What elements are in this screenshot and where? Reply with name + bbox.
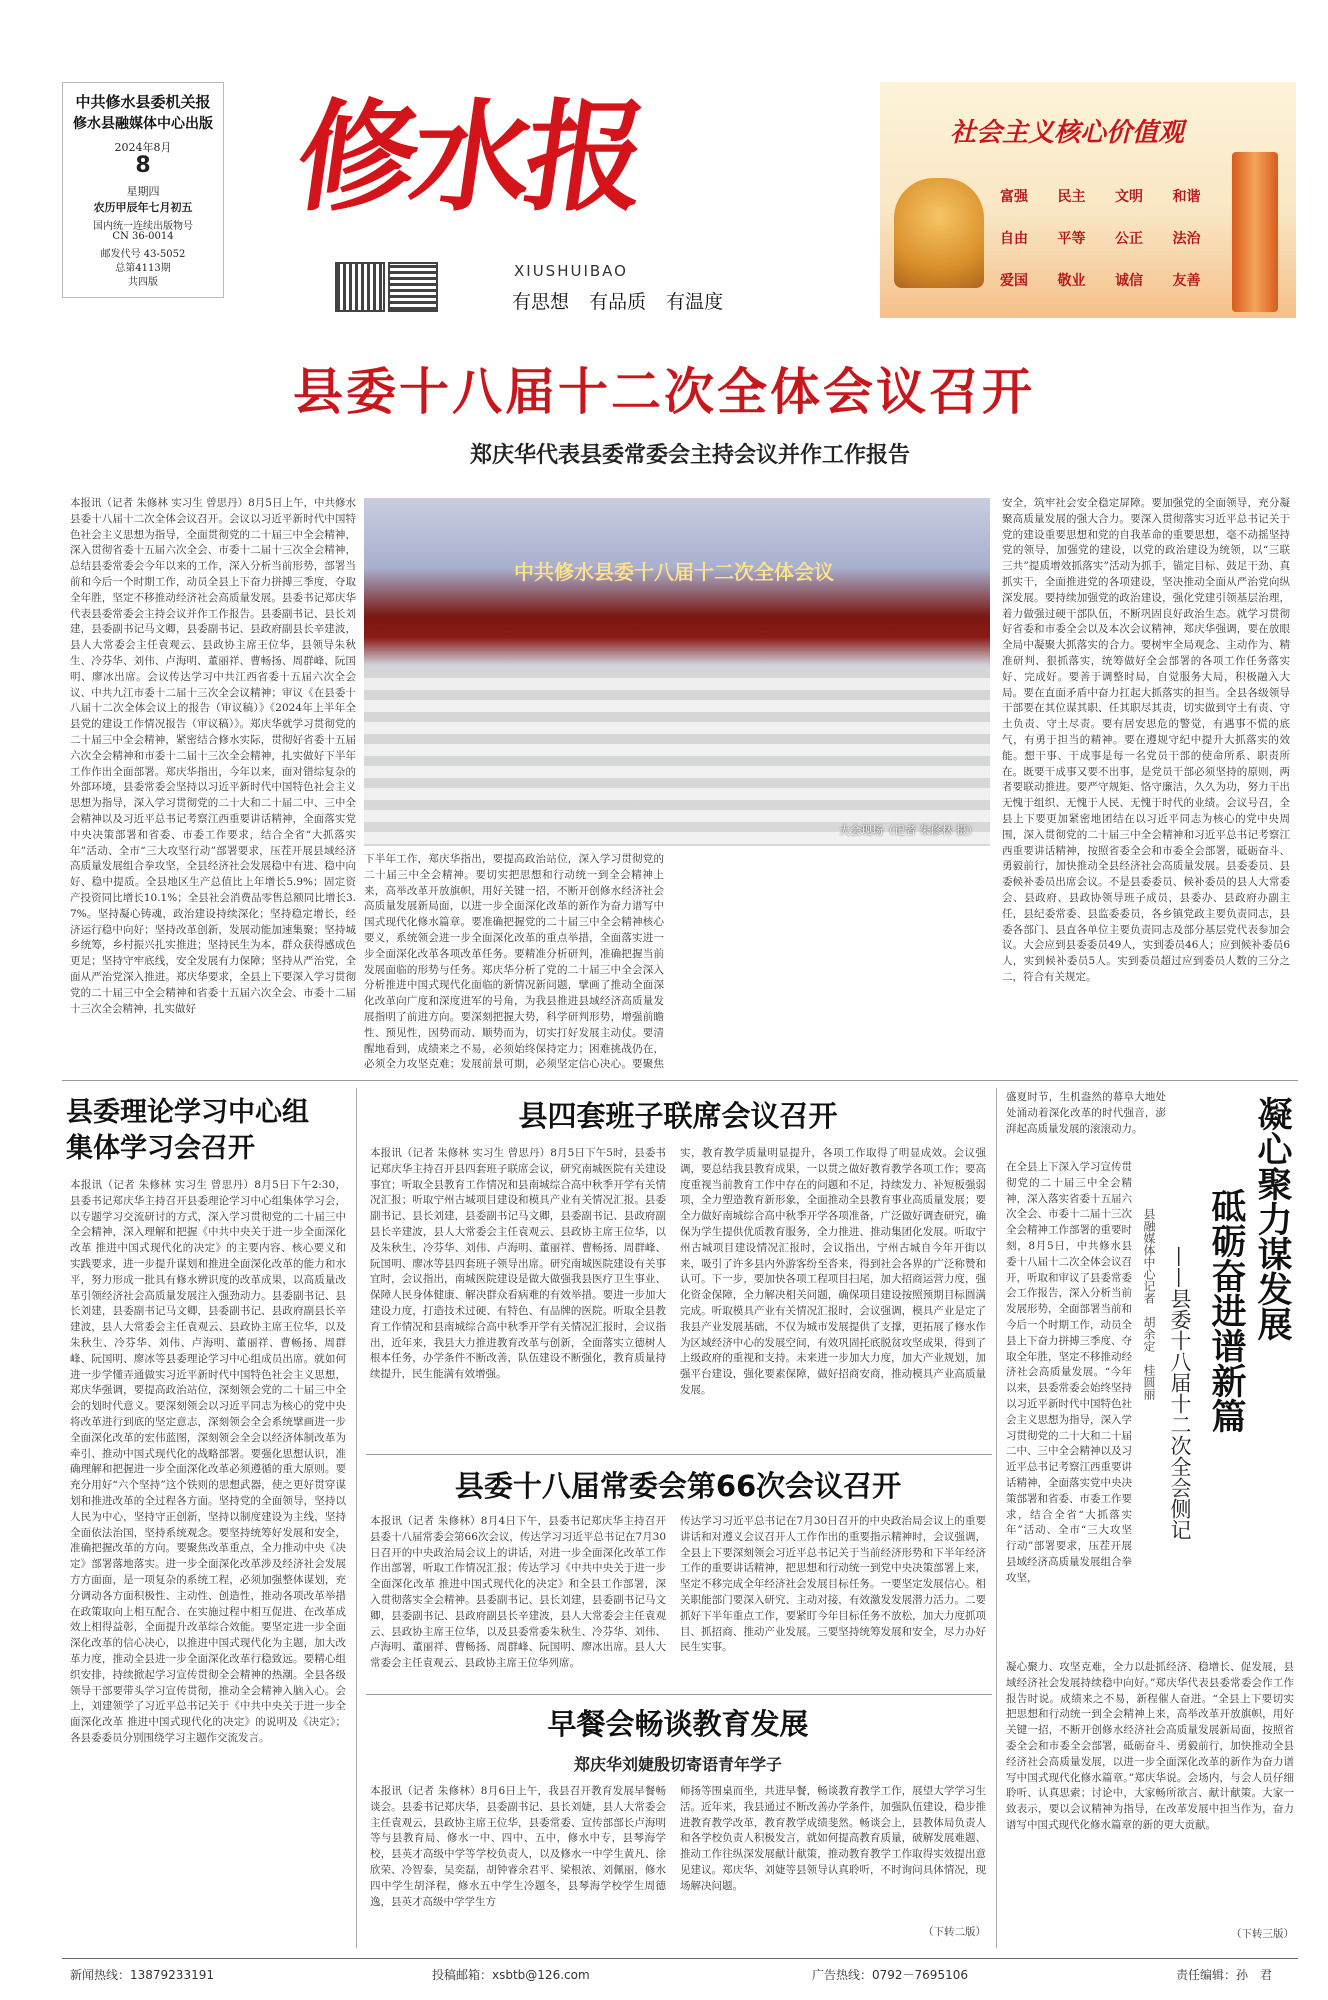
m66-col-2: 传达学习习近平总书记在7月30日召开的中央政治局会议上的重要讲话和对遵义会议召开人工作作出的重要指示精神时，会议强调，全县上下要深刻领会习近平总书记关于当前经济形势和下半年经济工作的重要讲话精神，把思想和行动统一到党中央决策部署上来，坚定不移完成全年经济社会发展目标任务。一要坚定发展信心。相关职能部门要深入研究、主动对接，有效激发发展潜力活力。二要抓好下半年重点工作，要紧盯今年目标任务不放松，加大力度抓项目、抓招商、推动产业发展。三要坚持统筹发展和安全，尽力办好民生实事。 bbox=[680, 1515, 986, 1654]
value-6: 平等 bbox=[1057, 231, 1086, 247]
lead-col-3: 安全，筑牢社会安全稳定屏障。要加强党的全面领导，充分凝聚高质量发展的强大合力。要深入贯彻落实习近平总书记关于党的建设重要思想和党的自我革命的重要思想，毫不动摇坚持党的领导，加强党的建设，以党的政治建设为统领，以“三联三共”提质增效抓落实”活动为抓手，锚定目标、鼓足干劲、真抓实干，全面推进党的各项建设，坚决推动全面从严治党向纵深发展。要持续加强党的政治建设，强化党建引领基层治理，着力做强过硬干部队伍，不断巩固良好政治生态。就学习贯彻好省委和市委全会以及本次会议精神，郑庆华强调，要在放眼全局中凝聚大抓落实的合力。要树牢全局观念、主动作为、精准研判、狠抓落实，统筹做好全会部署的各项工作任务落实好、完成好。要善于调整时局，自觉服务大局，积极融入大局。要在直面矛盾中奋力扛起大抓落实的担当。全县各级领导干部要在其位谋其职、任其职尽其责，切实做到守土有责、守土负责、守土尽责。要有居安思危的警觉，有遇事不慌的底气，有勇于担当的精神。要在遵规守纪中提升大抓落实的效能。想干事、干成事是每一名党员干部的使命所系、职责所在。既要干成事又要不出事，是党员干部必须坚持的原则，两者要联动推进。要严守规矩、恪守廉洁，久久为功，努力干出无愧于组织、无愧于人民、无愧于时代的业绩。会议号召，全县上下要更加紧密地团结在以习近平同志为核心的党中央周围，深入贯彻党的二十届三中全会精神和习近平总书记考察江西重要讲话精神，按照省委全会和市委全会部署，砥砺奋斗、勇毅前行，加快推动全县经济社会高质量发展。县委委员、县委候补委员出席会议。不是县委委员、候补委员的县人大常委会、县政府、县政协领导班子成员，县委办、县政府办副主任，县纪委常委、县监委委员，各乡镇党政主要负责同志，县委各部门、县直各单位主要负责同志及部分基层党代表参加会议。大会应到县委委员49人，实到委员46人；应到候补委员6人，实到候补委员5人。实到委员超过应到委员人数的三分之二，符合有关规定。 bbox=[1002, 497, 1290, 983]
value-11: 诚信 bbox=[1115, 273, 1143, 289]
lead-subheadline: 郑庆华代表县委常委会主持会议并作工作报告 bbox=[469, 442, 910, 468]
org-line-2: 修水县融媒体中心出版 bbox=[73, 116, 213, 132]
lead-col-2: 下半年工作，郑庆华指出，要提高政治站位，深入学习贯彻党的二十届三中全会精神。要切实把思想和行动统一到全会精神上来，高举改革开放旗帜，用好关键一招，不断开创修水经济社会高质量发展新局面，以进一步全面深化改革的新作为奋力谱写中国式现代化修水篇章。要准确把握党的二十届三中全会精神核心要义，系统领会进一步全面深化改革的重点举措，全面落实进一步全面深化改革各项改革任务。要精准分析研判，准确把握当前发展面临的形势与任务。郑庆华分析了党的二十届三中全会深入分析推进中国式现代化面临的新情况新问题，擘画了推动全面深化改革向广度和深度进军的号角，为我县推进县域经济高质量发展指明了前进方向。要深刻把握大势，科学研判形势，增强前瞻性、预见性，因势而动、顺势而为，切实打好发展主动仗。要清醒地看到，成绩来之不易，必须始终保持定力；困难挑战仍在，必须全力攻坚克难；发展前景可期，必须坚定信心决心。要聚焦 bbox=[364, 853, 664, 1070]
value-5: 自由 bbox=[1000, 231, 1028, 247]
slogan bbox=[512, 287, 812, 313]
divider-right bbox=[996, 1088, 997, 1948]
core-values-ad bbox=[880, 82, 1296, 318]
comment-col-narrow: 在全县上下深入学习宣传贯彻党的二十届三中全会精神，深入落实省委十五届六次全会、市委十二届十三次全会精神工作部署的重要时刻，8月5日，中共修水县委十八届十二次全体会议召开，听取和审议了县委常委会工作报告，深入分析当前发展形势，全面部署当前和今后一个时期工作，动员全县上下奋力拼搏三季度、夺取全年胜，坚定不移推动经济社会高质量发展。“今年以来，县委常委会始终坚持以习近平新时代中国特色社会主义思想为指导，深入学习贯彻党的二十大和二十届二中、三中全会精神以及习近平总书记考察江西重要讲话精神，全面落实党中央决策部署和省委、市委工作要求，结合全省“大抓落实年”活动、全市“三大攻坚行动”部署要求，压茬开展县域经济高质量发展组合拳攻坚， bbox=[1006, 1161, 1132, 1584]
lxhy-col-1: 本报讯（记者 朱修林 实习生 曾思丹）8月5日下午5时，县委书记郑庆华主持召开县四套班子联席会议，研究南城医院有关建设事宜；听取全县教育工作情况和县南城综合高中秋季开学有关情况汇报；听取宁州古城项目建设和模具产业有关情况汇报。县委副书记、县长刘建，县委副书记马文卿，县委副书记、县政府副县长辛建波，县人大常委会主任袁观云、县政协主席王位华，以及朱秋生、冷芬华、刘伟、卢海明、董丽祥、曹畅扬、周群峰、阮国明、廖冰等县四套班子领导出席。研究南城医院建设有关事宜时，会议指出，南城医院建设是做大做强我县医疗卫生事业、保障人民身体健康、解决群众看病难的有效举措。要进一步加大建设力度，打造技术过硬、有特色、有品牌的医院。听取全县教育工作情况和县南城综合高中秋季开学有关情况汇报时，会议指出，近年来，我县大力推进教育改革与创新，全面落实立德树人根本任务，办学条件不断改善，队伍建设不断强化，教育质量持续提升，民生能满有效增强。 bbox=[370, 1147, 666, 1381]
photo-caption: 大会现场（记者 朱修林 摄） bbox=[839, 824, 978, 837]
divider-66 bbox=[366, 1454, 992, 1455]
page-count: 共四版 bbox=[128, 277, 158, 288]
lxhy-col-2: 实，教育教学质量明显提升，各项工作取得了明显成效。会议强调，要总结我县教育成果，一以贯之做好教育教学各项工作；要高度重视当前教育工作中存在的问题和不足，持续发力、补短板强弱项，全力塑造教育新形象，全面推动全县教育事业高质量发展；要全力做好南城综合高中秋季开学各项准备，广泛做好调查研究，确保为学生提供优质教育服务，全力推进、推动集团化发展。听取宁州古城项目建设情况汇报时，会议指出，宁州古城自今年开街以来，吸引了许多县内外游客纷至沓来，得到社会各界的广泛称赞和认可。下一步，要加快各项工程项目扫尾，加大招商运营力度，强化资金保障，全力解决相关问题，确保项目建设按照预期目标圆满完成。听取模具产业有关情况汇报时，会议强调，模具产业是定了我县产业发展基础，不仅为城市发展提供了支撑，更拓展了修水作为区域经济中心的发展空间，有效巩固托底脱贫攻坚成果，得到了上级政府的重视和支持。未来进一步加大力度，加大产业规划，加强平台建设，强化要素保障，做好招商安商，推动模具产业高质量发展。 bbox=[680, 1147, 986, 1396]
divider-zc bbox=[366, 1694, 992, 1695]
comment-headline-1: 凝心聚力谋发展 bbox=[1252, 1096, 1292, 1341]
org-line-1: 中共修水县委机关报 bbox=[75, 93, 211, 111]
divider-left bbox=[356, 1088, 357, 1948]
zc-col-2: 师扬等围桌而坐，共进早餐，畅谈教育教学工作，展望大学学习生活。近年来，我县通过不断改善办学条件，加强队伍建设，稳步推进教育教学改革，教育教学成绩斐然。畅谈会上，县教体局负责人和各学校负责人积极发言，就如何提高教育质量，破解发展难题、推动工作往纵深发展献计献策，推动教育教学工作取得实效提出意见建议。郑庆华、刘婕等县领导认真聆听，不时询问具体情况，现场解决问题。 bbox=[680, 1785, 986, 1892]
slogan-3: 有温度 bbox=[666, 291, 724, 313]
issn-label: 国内统一连续出版物号 bbox=[93, 221, 193, 232]
value-12: 友善 bbox=[1172, 273, 1201, 289]
llt-body: 本报讯（记者 朱修林 实习生 曾思丹）8月5日下午2:30，县委书记郑庆华主持召开县委理论学习中心组集体学习会，以专题学习交流研讨的方式，深入学习贯彻党的二十届三中全会精神，深入理解和把握《中共中央关于进一步全面深化改革 推进中国式现代化的决定》的主要内容、核心要义和实践要求，进一步提升谋划和推进全面深化改革的能力和水平，努力形成一批具有修水辨识度的改革成果，以高质量改革引领经济社会高质量发展注入强劲动力。县委副书记、县长刘建，县委副书记马文卿，县委副书记、县政府副县长辛建波，县人大常委会主任袁观云、县政协主席王位华，以及朱秋生、冷芬华、刘伟、卢海明、董丽祥、曹畅扬、周群峰、阮国明、廖冰等县委理论学习中心组成员出席。就如何进一步学懂弄通做实习近平新时代中国特色社会主义思想，郑庆华强调，要提高政治站位，深刻领会党的二十届三中全会的划时代意义。要深刻领会以习近平同志为核心的党中央将改革进行到底的坚定意志，深刻领会全会系统擘画进一步全面深化改革的宏伟蓝图，深刻领会全会以经济体制改革为牵引、推动中国式现代化的战略部署。要强化思想认识，准确理解和把握进一步全面深化改革必须遵循的重大原则。要充分用好“六个坚持”这个铁则的思想武器，使之更好贯穿谋划和推进改革的全过程各方面。坚持党的全面领导，坚持以人民为中心，坚持守正创新，坚持以制度建设为主线，坚持全面依法治国，坚持系统观念。要坚持统筹好发展和安全，准确把握改革的方向。要聚焦改革重点，全力推动中央《决定》部署落地落实。进一步全面深化改革涉及经济社会发展方方面面，是一项复杂的系统工程，必须加强整体谋划，充分调动各方面积极性、主动性、创造性，推动各项改革举措在政策取向上相互配合、在实施过程中相互促进、在改革成效上相得益彰，全面提升改革综合效能。要坚定进一步全面深化改革的信心决心，以推进中国式现代化为主题，加大改革力度，推动全县进一步全面深化改革行稳致远。要精心组织安排，持续掀起学习宣传贯彻全会精神的热潮。全县各级领导干部要带头学习宣传贯彻，推动全会精神入脑入心。会上，刘建领学了习近平总书记关于《中共中央关于进一步全面深化改革 推进中国式现代化的决定》的说明及《决定》；各县委委员分别围绕学习主题作交流发言。 bbox=[70, 1179, 346, 1744]
comment-intro: 盛夏时节，生机盎然的幕阜大地处处涌动着深化改革的时代强音，澎湃起高质量发展的滚滚动力。 bbox=[1006, 1091, 1166, 1135]
comment-byline: 县融媒体中心记者 胡余定 桂圆丽 bbox=[1142, 1208, 1156, 1400]
photo-banner: 中共修水县委十八届十二次全体会议 bbox=[514, 560, 834, 584]
footer-ad-hotline: 广告热线：0792－7695106 bbox=[812, 1968, 968, 1982]
zc-headline: 早餐会畅谈教育发展 bbox=[547, 1707, 809, 1741]
llt-headline-1: 县委理论学习中心组 bbox=[66, 1097, 309, 1128]
value-8: 法治 bbox=[1172, 231, 1201, 247]
llt-headline-2: 集体学习会召开 bbox=[66, 1133, 255, 1164]
comment-headline-2: 砥砺奋进谱新篇 bbox=[1206, 1188, 1246, 1433]
value-10: 敬业 bbox=[1057, 273, 1086, 289]
total-issue: 总第4113期 bbox=[115, 263, 171, 274]
masthead bbox=[0, 0, 1328, 340]
issn-number: CN 36-0014 bbox=[112, 231, 174, 242]
ad-title: 社会主义核心价值观 bbox=[950, 118, 1185, 148]
footer-rule bbox=[62, 1958, 1298, 1959]
value-1: 富强 bbox=[1000, 189, 1028, 205]
qr-code-1 bbox=[335, 262, 385, 312]
issue-weekday: 星期四 bbox=[126, 185, 160, 198]
lead-col-3-part bbox=[676, 852, 988, 1070]
zc-continued: （下转二版） bbox=[923, 1926, 986, 1938]
zc-subheadline: 郑庆华刘婕殷切寄语青年学子 bbox=[573, 1755, 782, 1774]
zc-col-1: 本报讯（记者 朱修林）8月6日上午，我县召开教育发展早餐畅谈会。县委书记郑庆华，县委副书记、县长刘婕，县人大常委会主任袁观云，县政协主席王位华，县委常委、宣传部部长卢海明等与县教育局、修水一中、四中、五中，修水中专，县琴海学校，县英才高级中学等学校负责人，以及修水一中学生黄凡、徐欣荣、冷智泰，吴奕磊，胡钟睿余君平、梁根浓、刘佩丽，修水四中学生胡泽程，修水五中学生冷题冬，县琴海学校学生周德逸，县英才高级中学学生方 bbox=[370, 1785, 666, 1908]
lead-headline: 县委十八届十二次全体会议召开 bbox=[293, 363, 1035, 421]
title-pinyin: XIUSHUIBAO bbox=[514, 262, 628, 280]
m66-col-1: 本报讯（记者 朱修林）8月4日下午，县委书记郑庆华主持召开县委十八届常委会第66次会议，传达学习习近平总书记在7月30日召开的中央政治局会议上的讲话，对进一步全面深化改革工作作出部署，听取工作情况汇报；传达学习《中共中央关于进一步全面深化改革 推进中国式现代化的决定》和全县工作部署，深入贯彻落实全会精神。县委副书记、县长刘建，县委副书记马文卿，县委副书记、县政府副县长辛建波，县人大常委会主任袁观云、县政协主席王位华，以及县委常委朱秋生、冷芬华、刘伟、卢海明、董丽祥、曹畅扬、周群峰、阮国明、廖冰出席。县人大常委会主任袁观云、县政协主席王位华列席。 bbox=[370, 1515, 666, 1670]
lxhy-headline: 县四套班子联席会议召开 bbox=[518, 1099, 838, 1133]
newspaper-title: 修水报 bbox=[288, 87, 650, 228]
qr-code-2 bbox=[388, 262, 438, 312]
issue-info bbox=[62, 82, 224, 298]
issue-date-ym: 2024年8月 bbox=[114, 141, 172, 154]
slogan-1: 有思想 bbox=[512, 291, 570, 313]
value-4: 和谐 bbox=[1172, 189, 1201, 205]
postal-code: 邮发代号 43-5052 bbox=[100, 249, 186, 260]
value-2: 民主 bbox=[1057, 189, 1086, 205]
comment-continued: （下转三版） bbox=[1231, 1928, 1294, 1940]
lead-col-1: 本报讯（记者 朱修林 实习生 曾思丹）8月5日上午，中共修水县委十八届十二次全体会议召开。会议以习近平新时代中国特色社会主义思想为指导，全面贯彻党的二十届三中全会精神，深入贯彻省委十五届六次全会、市委十二届十三次全会精神，总结县委常委会今年以来的工作，深入分析当前形势，部署当前和今后一个时期工作，动员全县上下奋力拼搏三季度，夺取全年胜，坚定不移推动经济社会高质量发展。县委书记郑庆华代表县委常委会主持会议并作工作报告。县委副书记、县长刘建，县委副书记马文卿，县委副书记、县政府副县长辛建波，县人大常委会主任袁观云、县政协主席王位华，县领导朱秋生、冷芬华、刘伟、卢海明、董丽祥、曹畅扬、周群峰、阮国明、廖冰出席。会议传达学习中共江西省委十五届六次全会议、中共九江市委十二届十三次全会议精神；审议《在县委十八届十二次全体会议上的报告（审议稿）》《2024年上半年全县党的建设工作情况报告（审议稿）》。郑庆华就学习贯彻党的二十届三中全会精神，紧密结合修水实际，贯彻好省委十五届六次全会精神和市委十二届十三次全会精神，扎实做好下半年工作作出全面部署。郑庆华指出，今年以来，面对错综复杂的外部环境，县委常委会坚持以习近平新时代中国特色社会主义思想为指导，深入学习贯彻党的二十大和二十届二中、三中全会精神以及习近平总书记考察江西重要讲话精神，全面落实党中央决策部署和省委、市委工作要求，结合全省“大抓落实年”活动、全市“三大攻坚行动”部署要求，压茬开展县域经济高质量发展组合拳攻坚，全县经济社会发展稳中有进、稳中向好、稳中提质。全县地区生产总值比上年增长5.9%；固定资产投资同比增长10.1%；全县社会消费品零售总额同比增长3.7%。坚持凝心铸魂，政治建设持续深化；坚持稳定增长，经济运行稳中向好；坚持改革创新，发展动能加速集聚；坚持城乡统筹，乡村振兴扎实推进；坚持民生为本，群众获得感成色更足；坚持守牢底线，安全发展有力保障；坚持从严治党，全面从严治党深入推进。郑庆华要求，全县上下要深入学习贯彻党的二十届三中全会精神和省委十五届六次全会、市委十二届十三次全会精神，扎实做好 bbox=[70, 497, 356, 1015]
footer-editor: 责任编辑：孙 君 bbox=[1176, 1968, 1273, 1982]
value-7: 公正 bbox=[1115, 231, 1143, 247]
lead-photo bbox=[364, 498, 990, 846]
footer-hotline: 新闻热线：13879233191 bbox=[70, 1968, 214, 1982]
lunar-date: 农历甲辰年七月初五 bbox=[93, 201, 193, 214]
issue-day: 8 bbox=[135, 153, 151, 178]
ad-lion-icon bbox=[894, 178, 984, 288]
slogan-2: 有品质 bbox=[589, 291, 647, 313]
value-3: 文明 bbox=[1115, 189, 1143, 205]
ad-values-grid bbox=[1000, 186, 1230, 306]
divider-lead bbox=[62, 1080, 1298, 1081]
comment-subheadline: ——县委十八届十二次全会侧记 bbox=[1168, 1246, 1192, 1540]
footer-email: 投稿邮箱：xsbtb@126.com bbox=[432, 1968, 590, 1982]
m66-headline: 县委十八届常委会第66次会议召开 bbox=[454, 1469, 902, 1503]
audience-rows bbox=[364, 668, 990, 846]
comment-col-wide: 凝心聚力、攻坚克难，全力以赴抓经济、稳增长、促发展，县域经济社会发展持续稳中向好。”郑庆华代表县委常委会作工作报告时说。成绩来之不易，新程催人奋进。“全县上下要切实把思想和行动统一到全会精神上来，高举改革开放旗帜，用好关键一招，不断开创修水经济社会高质量发展新局面，按照省委全会和市委全会部署，砥砺奋斗、勇毅前行，加快推动全县经济社会高质量发展，以进一步全面深化改革的新作为奋力谱写中国式现代化修水篇章。”郑庆华说。会场内，与会人员仔细聆听、认真思索；讨论中，大家畅所欲言、献计献策。大家一致表示，要以会议精神为指导，在改革发展中担当作为，奋力谱写中国式现代化修水篇章的新的更大贡献。 bbox=[1006, 1661, 1294, 1831]
value-9: 爱国 bbox=[1000, 273, 1028, 289]
ad-pillar-icon bbox=[1232, 152, 1278, 312]
